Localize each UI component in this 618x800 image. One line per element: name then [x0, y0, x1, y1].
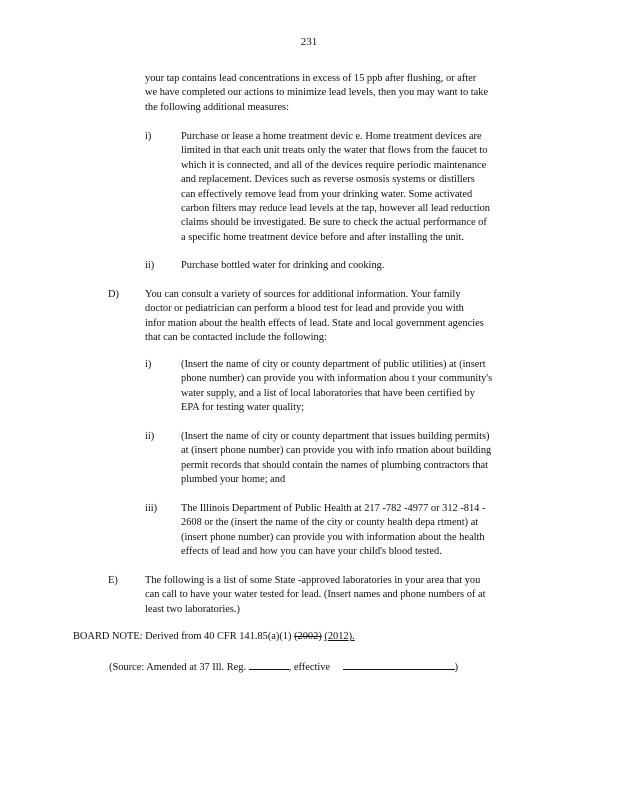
text-line: we have completed our actions to minimize lead levels, then you may want to take	[145, 87, 489, 99]
text-line: can call to have your water tested for lead. (Insert names and phone numbers of at	[145, 589, 486, 601]
text-line: EPA for testing water quality;	[181, 402, 305, 414]
measure-text	[181, 130, 538, 245]
text-line: can effectively remove lead from your drinking water. Some activated	[181, 188, 473, 200]
text-line: effects of lead and how you can have your child's blood tested.	[181, 546, 442, 558]
page-number: 231	[300, 36, 318, 48]
inserted-text: (2012)	[324, 631, 353, 642]
board-note-period: .	[352, 631, 355, 642]
text-line: (insert phone number) can provide you with information about the health	[181, 531, 485, 543]
text-line: water supply, and a list of local laboratories that have been certified by	[181, 387, 475, 399]
measure-label: ii)	[145, 260, 155, 271]
section-label: E)	[108, 575, 118, 586]
text-line: carbon filters may reduce lead levels at the tap, however all lead reduction	[181, 203, 490, 215]
text-line: the following additional measures:	[145, 101, 289, 113]
section-e-paragraph	[145, 574, 543, 617]
text-line: (Insert the name of city or county department of public utilities) at (insert	[181, 359, 486, 370]
text-line: plumbed your home; and	[181, 474, 286, 486]
text-line: You can consult a variety of sources for additional information. Your family	[145, 289, 461, 300]
source-text: )	[454, 662, 459, 673]
text-line: your tap contains lead concentrations in excess of 15 ppb after flushing, or after	[145, 73, 477, 84]
text-line: phone number) can provide you with information abou t your community's	[181, 373, 493, 385]
deleted-text: (2002)	[294, 631, 322, 642]
source-text: (Source: Amended at 37 Ill. Reg.	[109, 662, 247, 673]
section-label: D)	[108, 289, 119, 300]
text-line: Purchase bottled water for drinking and cooking.	[181, 260, 385, 271]
text-line: that can be contacted include the following:	[145, 332, 327, 344]
register-blank	[249, 659, 289, 670]
section-d-paragraph	[145, 288, 533, 346]
text-line: which it is connected, and all of the devices require periodic maintenance	[181, 159, 487, 171]
text-line: at (insert phone number) can provide you with info rmation about building	[181, 445, 492, 457]
text-line: and replacement. Devices such as reverse osmosis systems or distillers	[181, 174, 475, 186]
item-label: iii)	[145, 503, 158, 514]
text-line: infor mation about the health effects of lead. State and local government agencies	[145, 317, 484, 329]
text-line: Purchase or lease a home treatment devic e. Home treatment devices are	[181, 131, 482, 142]
measure-label: i)	[145, 131, 152, 142]
effective-date-blank	[343, 659, 455, 670]
board-note-text: BOARD NOTE: Derived from 40 CFR 141.85(a)(1)	[73, 631, 292, 642]
item-text	[181, 430, 538, 488]
text-line: permit records that should contain the names of plumbing contractors that	[181, 459, 489, 471]
item-text	[181, 502, 538, 560]
text-line: limited in that each unit treats only the water that flows from the faucet to	[181, 145, 488, 157]
text-line: The following is a list of some State -approved laboratories in your area that you	[145, 575, 481, 586]
measure-text	[181, 259, 538, 273]
text-line: a specific home treatment device before and after installing the unit.	[181, 231, 465, 243]
text-line: doctor or pediatrician can perform a blood test for lead and provide you with	[145, 303, 464, 315]
item-label: ii)	[145, 431, 155, 442]
item-label: i)	[145, 359, 152, 370]
source-text: , effective	[288, 662, 331, 673]
intro-paragraph	[145, 72, 543, 115]
text-line: The Illinois Department of Public Health at 217 -782 -4977 or 312 -814 -	[181, 503, 486, 514]
text-line: 2608 or the (insert the name of the city or county health depa rtment) at	[181, 517, 479, 529]
board-note	[73, 630, 355, 644]
source-line	[109, 659, 458, 675]
text-line: claims should be investigated. Be sure to check the actual performance of	[181, 217, 487, 229]
item-text	[181, 358, 538, 416]
text-line: least two laboratories.)	[145, 603, 240, 615]
text-line: (Insert the name of city or county department that issues building permits)	[181, 431, 490, 442]
